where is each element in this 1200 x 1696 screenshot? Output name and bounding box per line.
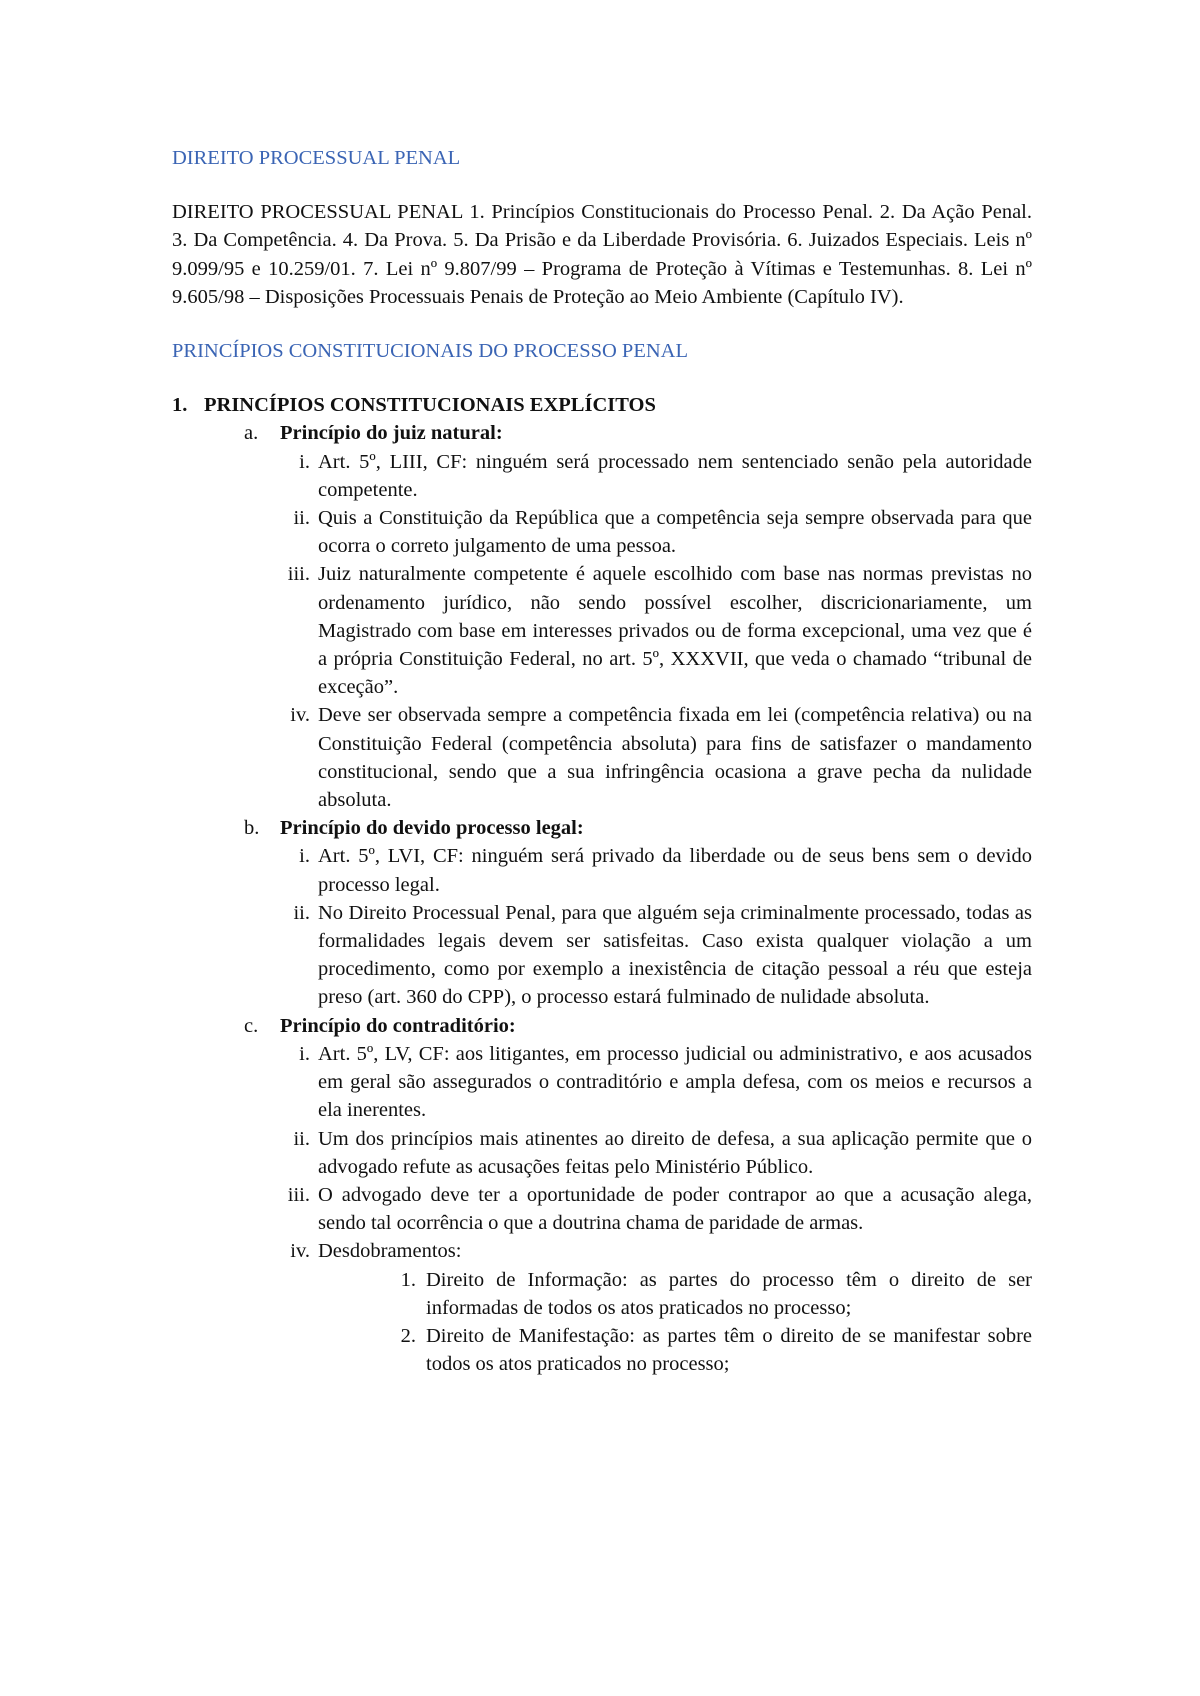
list-item — [280, 560, 1032, 701]
principle-heading — [244, 419, 1032, 447]
section-heading: PRINCÍPIOS CONSTITUCIONAIS DO PROCESSO PENAL — [172, 340, 688, 363]
list-item — [280, 701, 1032, 814]
list-marker: ii. — [293, 507, 310, 530]
list-item-text: O advogado deve ter a oportunidade de poder contrapor ao que a acusação alega, sendo tal ocorrência o que a doutrina chama de paridade de armas. — [318, 1183, 1032, 1235]
numbered-heading-number: 1. — [172, 394, 188, 417]
list-item — [280, 1181, 1032, 1237]
list-marker: i. — [299, 450, 310, 473]
numbered-heading — [172, 391, 1032, 419]
list-item-text: Art. 5º, LIII, CF: ninguém será processado nem sentenciado senão pela autoridade competente. — [318, 450, 1032, 501]
sub-list-item — [390, 1322, 1032, 1378]
list-marker: 1. — [400, 1268, 416, 1291]
numbered-heading-text: PRINCÍPIOS CONSTITUCIONAIS EXPLÍCITOS — [204, 394, 656, 417]
list-marker: i. — [299, 845, 310, 868]
document-title: DIREITO PROCESSUAL PENAL — [172, 147, 461, 169]
list-item-text: Direito de Manifestação: as partes têm o direito de se manifestar sobre todos os atos praticados no processo; — [426, 1324, 1032, 1376]
principle-title: Princípio do devido processo legal: — [280, 817, 584, 840]
list-item — [280, 448, 1032, 504]
list-item-text: Desdobramentos: — [318, 1240, 462, 1263]
list-item-text: Deve ser observada sempre a competência fixada em lei (competência relativa) ou na Constituição Federal (competência absoluta) para fins de satisfazer o mandamento constitucional, sendo que a sua infringência ocasiona a grave pecha da nulidade absoluta. — [318, 704, 1032, 812]
list-marker: iii. — [287, 1183, 310, 1206]
list-item — [280, 504, 1032, 560]
list-item-text: Direito de Informação: as partes do processo têm o direito de ser informadas de todos os atos praticados no processo; — [426, 1268, 1032, 1319]
list-item — [280, 899, 1032, 1012]
list-item-text: Quis a Constituição da República que a competência seja sempre observada para que ocorra o correto julgamento de uma pessoa. — [318, 507, 1032, 558]
sub-list-item — [390, 1266, 1032, 1322]
list-marker: iv. — [290, 1240, 310, 1263]
list-item — [280, 1125, 1032, 1181]
list-marker: iii. — [287, 563, 310, 586]
list-item — [280, 842, 1032, 898]
list-marker: b. — [244, 817, 260, 840]
list-marker: ii. — [293, 1127, 310, 1150]
document-content — [172, 144, 1032, 1378]
list-marker: a. — [244, 422, 259, 445]
list-marker: 2. — [400, 1324, 416, 1347]
list-item-text: Art. 5º, LVI, CF: ninguém será privado da liberdade ou de seus bens sem o devido processo legal. — [318, 845, 1032, 896]
list-marker: c. — [244, 1014, 259, 1037]
list-marker: i. — [299, 1042, 310, 1065]
principle-title: Princípio do juiz natural: — [280, 422, 503, 445]
list-item — [280, 1040, 1032, 1125]
list-marker: ii. — [293, 901, 310, 924]
list-item-text: Um dos princípios mais atinentes ao direito de defesa, a sua aplicação permite que o advogado refute as acusações feitas pelo Ministério Público. — [318, 1127, 1032, 1178]
intro-paragraph: DIREITO PROCESSUAL PENAL 1. Princípios Constitucionais do Processo Penal. 2. Da Ação Penal. 3. Da Competência. 4. Da Prova. 5. Da Prisão e da Liberdade Provisória. 6. Juizados Especiais. Leis nº 9.099/95 e 10.259/01. 7. Lei nº 9.807/99 – Programa de Proteção à Vítimas e Testemunhas. 8. Lei nº 9.605/98 – Disposições Processuais Penais de Proteção ao Meio Ambiente (Capítulo IV). — [172, 201, 1032, 308]
list-item-text: Art. 5º, LV, CF: aos litigantes, em processo judicial ou administrativo, e aos acusados em geral são assegurados o contraditório e ampla defesa, com os meios e recursos a ela inerentes. — [318, 1042, 1032, 1122]
list-item-text: No Direito Processual Penal, para que alguém seja criminalmente processado, todas as formalidades legais devem ser satisfeitas. Caso exista qualquer violação a um procedimento, como por exemplo a inexistência de citação pessoal a réu que esteja preso (art. 360 do CPP), o processo estará fulminado de nulidade absoluta. — [318, 901, 1032, 1009]
list-item — [280, 1237, 1032, 1265]
list-item-text: Juiz naturalmente competente é aquele escolhido com base nas normas previstas no ordenamento jurídico, não sendo possível escolher, discricionariamente, um Magistrado com base em interesses privados ou de forma excepcional, uma vez que é a própria Constituição Federal, no art. 5º, XXXVII, que veda o chamado “tribunal de exceção”. — [318, 563, 1032, 699]
list-marker: iv. — [290, 704, 310, 727]
principle-heading — [244, 1012, 1032, 1040]
principle-title: Princípio do contraditório: — [280, 1014, 516, 1037]
principle-heading — [244, 814, 1032, 842]
